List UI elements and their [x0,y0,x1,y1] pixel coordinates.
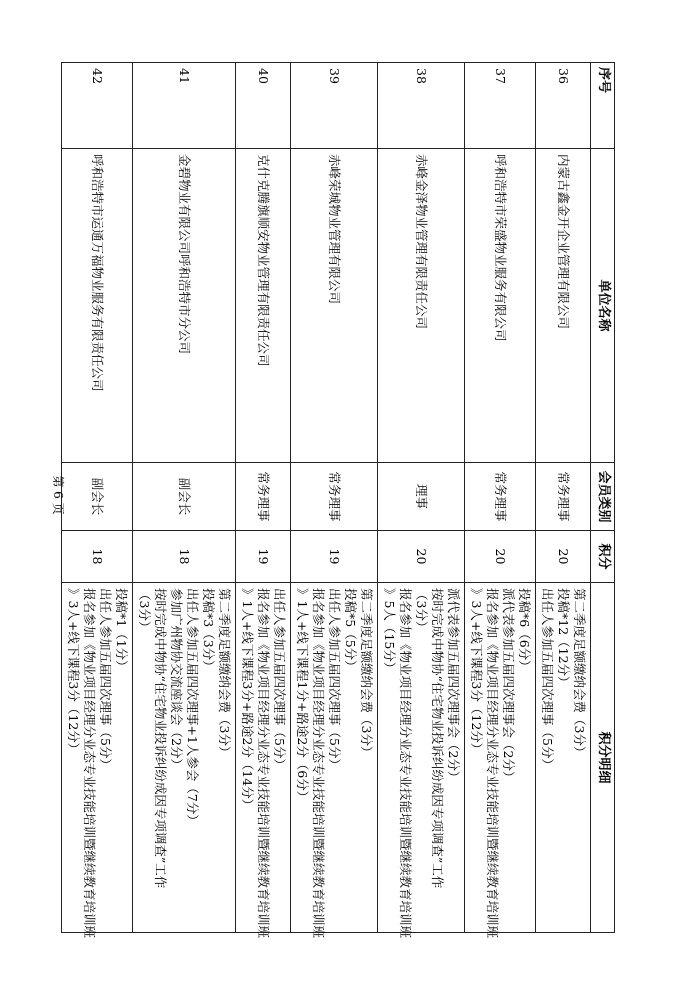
cell-serial-number: 36 [536,63,591,149]
cell-serial-number: 42 [62,63,133,149]
score-detail-line: 按时完成中物协“住宅物业投诉纠纷成因专项调查”工作 [153,588,168,889]
table-row [236,63,291,933]
cell-member-type: 理事 [378,463,465,531]
score-detail-line: 派代表参加五届四次理事会（2分） [446,588,461,784]
cell-unit-name: 克什克腾旗顺安物业管理有限责任公司 [236,149,291,463]
table-row [378,63,465,933]
cell-score: 19 [236,531,291,583]
page-number: 第 6 页 [51,475,65,515]
score-detail-line: 按时完成中物协“住宅物业投诉纠纷成因专项调查”工作 [430,588,445,889]
table-row [291,63,378,933]
cell-unit-name: 内蒙古鑫金开企业管理有限公司 [536,149,591,463]
cell-member-type: 常务理事 [236,463,291,531]
header-unit-name: 单位名称 [591,149,615,463]
score-detail-line: （3分） [414,588,429,634]
cell-score-details [378,583,465,939]
score-detail-line: 出任人参加五届四次理事（5分） [98,588,113,771]
cell-score: 18 [133,531,236,583]
score-detail-line: 报名参加《物业项目经理分业态专业技能培训暨继续教育培训班 [82,588,97,939]
cell-serial-number: 40 [236,63,291,149]
score-detail-line: 投稿*1（1分） [114,588,129,673]
table-row [62,63,133,933]
table-row [133,63,236,933]
score-detail-line: 出任人参加五届四次理事（5分） [272,588,287,771]
score-detail-line: 投稿*12（12分） [556,588,571,689]
score-detail-line: 出任人参加五届四次理事（5分） [540,588,555,771]
cell-score-details [236,583,291,939]
cell-score-details [465,583,536,939]
score-detail-line: （3分） [137,588,152,634]
score-detail-line: 》1人+线下课程1分+路途2分（6分） [295,588,310,804]
cell-score-details [536,583,591,933]
header-member-type: 会员类别 [591,463,615,531]
cell-score-details [291,583,378,939]
cell-serial-number: 38 [378,63,465,149]
cell-unit-name: 赤峰荣城物业管理有限公司 [291,149,378,463]
cell-member-type: 常务理事 [536,463,591,531]
score-detail-line: 出任人参加五届四次理事+1人参会（7分） [185,588,200,827]
cell-score-details [133,583,236,933]
cell-unit-name: 赤峰金泽物业管理有限责任公司 [378,149,465,463]
score-detail-line: 报名参加《物业项目经理分业态专业技能培训暨继续教育培训班 [256,588,271,939]
score-detail-line: 报名参加《物业项目经理分业态专业技能培训暨继续教育培训班 [485,588,500,939]
score-detail-line: 参加广州物协交流座谈会（2分） [169,588,184,771]
table-row [536,63,591,933]
score-detail-line: 报名参加《物业项目经理分业态专业技能培训暨继续教育培训班 [311,588,326,939]
score-detail-line: 》5人（15分） [382,588,397,675]
header-score-details: 积分明细 [591,583,615,933]
score-detail-line: 投稿*3（3分） [201,588,216,673]
cell-member-type: 常务理事 [291,463,378,531]
cell-score: 20 [536,531,591,583]
score-detail-line: 第二季度足额缴纳会费（3分） [359,588,374,759]
score-detail-line: 》3人+线下课程3分（12分） [469,588,484,756]
cell-score: 20 [378,531,465,583]
score-detail-line: 第二季度足额缴纳会费（3分） [217,588,232,759]
cell-unit-name: 呼和浩特市荣盛物业服务有限公司 [465,149,536,463]
score-detail-line: 出任人参加五届四次理事（5分） [327,588,342,771]
cell-score-details [62,583,133,939]
score-table [61,62,615,939]
score-detail-line: 》3人+线下课程3分（12分） [66,588,81,756]
cell-member-type: 副会长 [133,463,236,531]
cell-score: 20 [465,531,536,583]
cell-member-type: 常务理事 [465,463,536,531]
cell-unit-name: 呼和浩特市运通万福物业服务有限责任公司 [62,149,133,463]
header-score: 积分 [591,531,615,583]
table-header-row [591,63,615,933]
score-detail-line: 报名参加《物业项目经理分业态专业技能培训暨继续教育培训班 [398,588,413,939]
table-body [62,63,591,939]
score-detail-line: 派代表参加五届四次理事会（2分） [501,588,516,784]
cell-serial-number: 41 [133,63,236,149]
cell-serial-number: 39 [291,63,378,149]
score-detail-line: 投稿*6（6分） [517,588,532,673]
cell-unit-name: 金碧物业有限公司呼和浩特市分公司 [133,149,236,463]
cell-score: 18 [62,531,133,583]
score-detail-line: 第二季度足额缴纳会费（3分） [572,588,587,759]
header-serial-number: 序号 [591,63,615,149]
cell-member-type: 副会长 [62,463,133,531]
score-detail-line: 投稿*5（5分） [343,588,358,673]
score-detail-line: 》1人+线下课程3分+路途2分（14分） [240,588,255,812]
cell-score: 19 [291,531,378,583]
cell-serial-number: 37 [465,63,536,149]
table-row [465,63,536,933]
